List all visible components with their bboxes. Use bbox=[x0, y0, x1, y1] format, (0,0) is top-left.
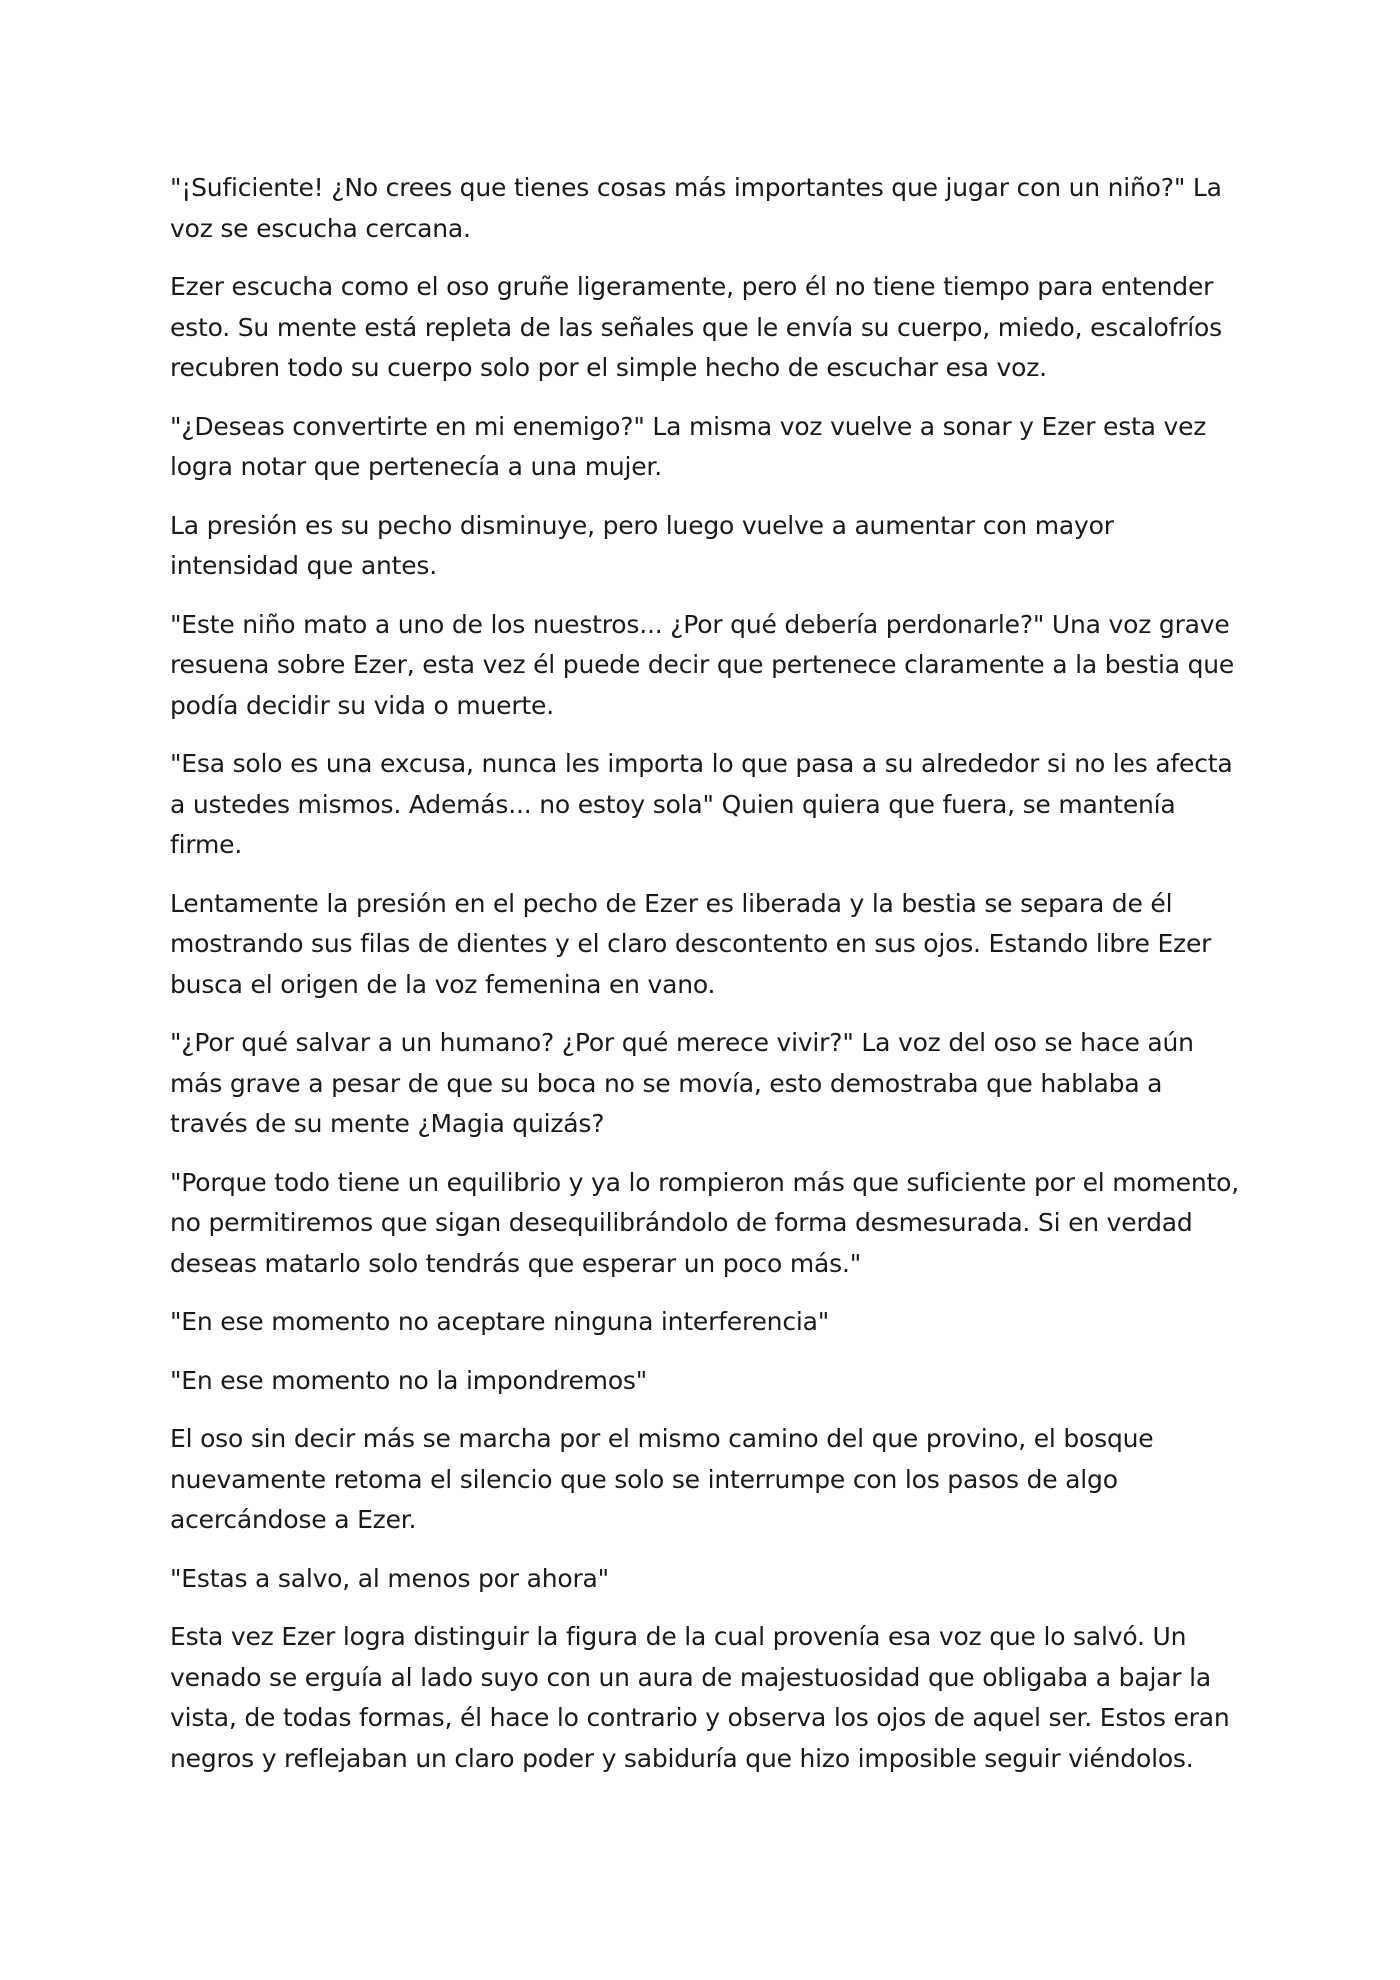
paragraph: Ezer escucha como el oso gruñe ligeramente, pero él no tiene tiempo para entender esto. Su mente está repleta de las señales que le envía su cuerpo, miedo, escalofríos recubren todo su cuerpo solo por el simple hecho de escuchar esa voz. bbox=[170, 272, 1222, 382]
paragraph: "En ese momento no la impondremos" bbox=[170, 1365, 648, 1395]
paragraph: "En ese momento no aceptare ninguna interferencia" bbox=[170, 1307, 830, 1336]
paragraph: El oso sin decir más se marcha por el mismo camino del que provino, el bosque nuevamente retoma el silencio que solo se interrumpe con los pasos de algo acercándose a Ezer. bbox=[170, 1424, 1154, 1534]
paragraph: "¿Por qué salvar a un humano? ¿Por qué merece vivir?" La voz del oso se hace aún más grave a pesar de que su boca no se movía, esto demostraba que hablaba a través de su mente ¿Magia quizás? bbox=[170, 1028, 1194, 1138]
document-page bbox=[170, 168, 1240, 1797]
paragraph: Esta vez Ezer logra distinguir la figura de la cual provenía esa voz que lo salvó. Un venado se erguía al lado suyo con un aura de majestuosidad que obligaba a bajar la vista, de todas formas, él hace lo contrario y observa los ojos de aquel ser. Estos eran negros y reflejaban un claro poder y sabiduría que hizo imposible seguir viéndolos. bbox=[170, 1622, 1230, 1773]
paragraph: "Este niño mato a uno de los nuestros... ¿Por qué debería perdonarle?" Una voz grave resuena sobre Ezer, esta vez él puede decir que pertenece claramente a la bestia que podía decidir su vida o muerte. bbox=[170, 609, 1235, 720]
paragraph: "Esa solo es una excusa, nunca les importa lo que pasa a su alrededor si no les afecta a ustedes mismos. Además... no estoy sola" Quien quiera que fuera, se mantenía firme. bbox=[170, 749, 1233, 859]
paragraph: "¡Suficiente! ¿No crees que tienes cosas más importantes que jugar con un niño?" La voz se escucha cercana. bbox=[170, 173, 1222, 243]
paragraph: "¿Deseas convertirte en mi enemigo?" La misma voz vuelve a sonar y Ezer esta vez logra notar que pertenecía a una mujer. bbox=[170, 411, 1207, 481]
paragraph: Lentamente la presión en el pecho de Ezer es liberada y la bestia se separa de él mostrando sus filas de dientes y el claro descontento en sus ojos. Estando libre Ezer busca el origen de la voz femenina en vano. bbox=[170, 888, 1212, 999]
paragraph: "Porque todo tiene un equilibrio y ya lo rompieron más que suficiente por el momento, no permitiremos que sigan desequilibrándolo de forma desmesurada. Si en verdad deseas matarlo solo tendrás que esperar un poco más." bbox=[170, 1167, 1239, 1278]
paragraph: La presión es su pecho disminuye, pero luego vuelve a aumentar con mayor intensidad que antes. bbox=[170, 510, 1114, 580]
paragraph: "Estas a salvo, al menos por ahora" bbox=[170, 1563, 609, 1593]
